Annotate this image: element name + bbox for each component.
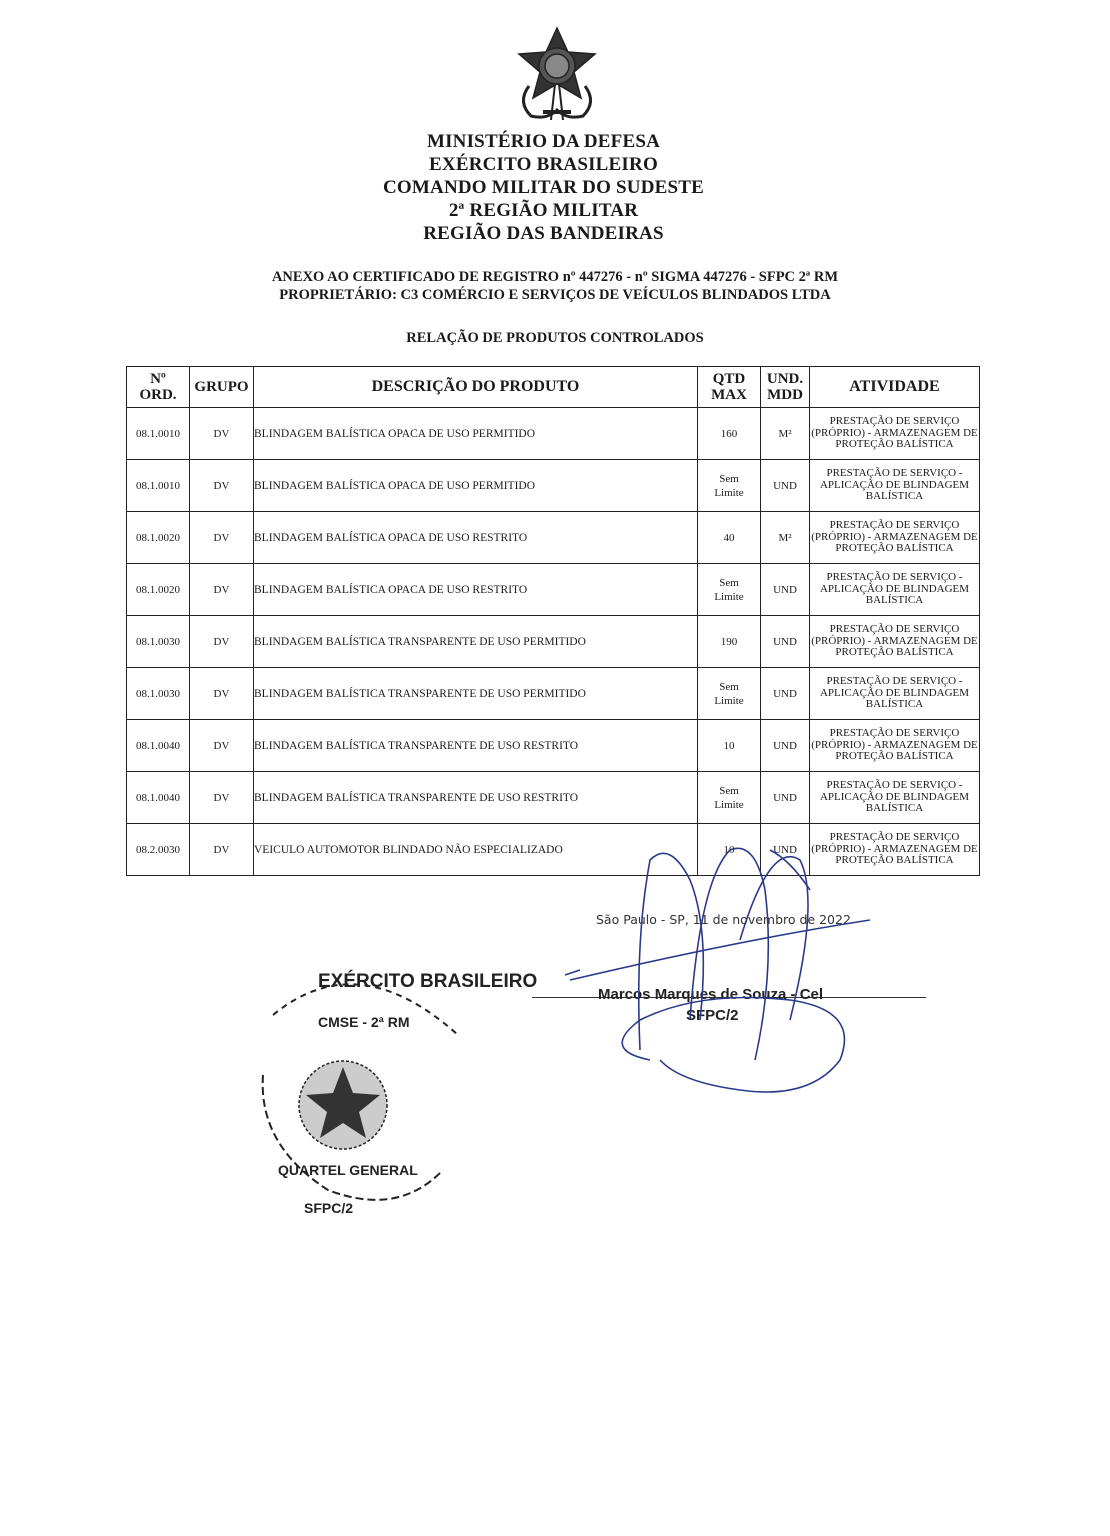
header-line-army: EXÉRCITO BRASILEIRO xyxy=(429,154,658,175)
header-ord: Nº ORD. xyxy=(127,367,190,408)
cell-und: UND xyxy=(761,720,810,772)
relation-title: RELAÇÃO DE PRODUTOS CONTROLADOS xyxy=(406,330,704,346)
cell-ord: 08.2.0030 xyxy=(127,824,190,876)
cell-grupo: DV xyxy=(190,460,254,512)
cell-und: UND xyxy=(761,616,810,668)
cell-ord: 08.1.0030 xyxy=(127,616,190,668)
header-line-region: 2ª REGIÃO MILITAR xyxy=(448,200,639,221)
cell-qtd: Sem Limite xyxy=(698,772,761,824)
cell-und: UND xyxy=(761,772,810,824)
cell-descricao: BLINDAGEM BALÍSTICA OPACA DE USO PERMITIDO xyxy=(254,460,698,512)
cell-descricao: BLINDAGEM BALÍSTICA TRANSPARENTE DE USO RESTRITO xyxy=(254,720,698,772)
cell-qtd: Sem Limite xyxy=(698,668,761,720)
table-row xyxy=(127,408,980,460)
table-row xyxy=(127,720,980,772)
table-row xyxy=(127,512,980,564)
cell-grupo: DV xyxy=(190,512,254,564)
cell-ord: 08.1.0020 xyxy=(127,512,190,564)
cell-atividade: PRESTAÇÃO DE SERVIÇO (PRÓPRIO) - ARMAZENAGEM DE PROTEÇÃO BALÍSTICA xyxy=(810,512,980,564)
cell-atividade: PRESTAÇÃO DE SERVIÇO - APLICAÇÃO DE BLINDAGEM BALÍSTICA xyxy=(810,772,980,824)
cell-und: M² xyxy=(761,408,810,460)
signer-unit: SFPC/2 xyxy=(686,1007,739,1024)
cell-ord: 08.1.0010 xyxy=(127,460,190,512)
stamp-text-mid: CMSE - 2ª RM xyxy=(318,1014,410,1030)
table-row xyxy=(127,564,980,616)
header-line-region-name: REGIÃO DAS BANDEIRAS xyxy=(423,223,664,244)
handwritten-signature xyxy=(540,820,960,1120)
official-stamp xyxy=(238,955,538,1220)
cell-und: M² xyxy=(761,512,810,564)
annex-block xyxy=(0,268,1110,304)
cell-ord: 08.1.0030 xyxy=(127,668,190,720)
cell-grupo: DV xyxy=(190,824,254,876)
signer-name: Marcos Marques de Souza - Cel xyxy=(598,986,824,1003)
cell-atividade: PRESTAÇÃO DE SERVIÇO (PRÓPRIO) - ARMAZENAGEM DE PROTEÇÃO BALÍSTICA xyxy=(810,824,980,876)
cell-atividade: PRESTAÇÃO DE SERVIÇO (PRÓPRIO) - ARMAZENAGEM DE PROTEÇÃO BALÍSTICA xyxy=(810,616,980,668)
cell-qtd: Sem Limite xyxy=(698,564,761,616)
cell-atividade: PRESTAÇÃO DE SERVIÇO - APLICAÇÃO DE BLINDAGEM BALÍSTICA xyxy=(810,460,980,512)
table-row xyxy=(127,616,980,668)
stamp-text-top: EXÉRCITO BRASILEIRO xyxy=(318,971,538,992)
cell-qtd: 10 xyxy=(698,720,761,772)
cell-atividade: PRESTAÇÃO DE SERVIÇO - APLICAÇÃO DE BLINDAGEM BALÍSTICA xyxy=(810,668,980,720)
cell-qtd: 160 xyxy=(698,408,761,460)
cell-qtd: Sem Limite xyxy=(698,460,761,512)
cell-ord: 08.1.0020 xyxy=(127,564,190,616)
cell-qtd: 40 xyxy=(698,512,761,564)
cell-atividade: PRESTAÇÃO DE SERVIÇO (PRÓPRIO) - ARMAZENAGEM DE PROTEÇÃO BALÍSTICA xyxy=(810,408,980,460)
cell-grupo: DV xyxy=(190,564,254,616)
coat-of-arms-emblem xyxy=(507,24,607,124)
cell-descricao: BLINDAGEM BALÍSTICA TRANSPARENTE DE USO PERMITIDO xyxy=(254,616,698,668)
cell-descricao: BLINDAGEM BALÍSTICA OPACA DE USO PERMITIDO xyxy=(254,408,698,460)
cell-grupo: DV xyxy=(190,408,254,460)
table-row xyxy=(127,772,980,824)
stamp-text-bottom: QUARTEL GENERAL xyxy=(278,1162,418,1178)
institution-header xyxy=(0,130,1087,245)
cell-ord: 08.1.0040 xyxy=(127,720,190,772)
cell-und: UND xyxy=(761,824,810,876)
cell-ord: 08.1.0040 xyxy=(127,772,190,824)
cell-descricao: BLINDAGEM BALÍSTICA TRANSPARENTE DE USO PERMITIDO xyxy=(254,668,698,720)
cell-qtd: 190 xyxy=(698,616,761,668)
cell-descricao: BLINDAGEM BALÍSTICA OPACA DE USO RESTRITO xyxy=(254,564,698,616)
header-und: UND. MDD xyxy=(761,367,810,408)
cell-grupo: DV xyxy=(190,616,254,668)
stamp-text-unit: SFPC/2 xyxy=(304,1200,354,1216)
header-grupo: GRUPO xyxy=(190,367,254,408)
cell-und: UND xyxy=(761,460,810,512)
table-header-row xyxy=(127,367,980,408)
cell-descricao: BLINDAGEM BALÍSTICA OPACA DE USO RESTRITO xyxy=(254,512,698,564)
header-descricao: DESCRIÇÃO DO PRODUTO xyxy=(254,367,698,408)
table-row xyxy=(127,668,980,720)
header-line-ministry: MINISTÉRIO DA DEFESA xyxy=(426,131,661,152)
table-row xyxy=(127,460,980,512)
cell-grupo: DV xyxy=(190,772,254,824)
cell-und: UND xyxy=(761,668,810,720)
cell-qtd: 10 xyxy=(698,824,761,876)
header-atividade: ATIVIDADE xyxy=(810,367,980,408)
cell-grupo: DV xyxy=(190,720,254,772)
cell-und: UND xyxy=(761,564,810,616)
cell-ord: 08.1.0010 xyxy=(127,408,190,460)
header-line-command: COMANDO MILITAR DO SUDESTE xyxy=(382,177,705,198)
cell-atividade: PRESTAÇÃO DE SERVIÇO (PRÓPRIO) - ARMAZENAGEM DE PROTEÇÃO BALÍSTICA xyxy=(810,720,980,772)
annex-certificate-line: ANEXO AO CERTIFICADO DE REGISTRO nº 447276 - nº SIGMA 447276 - SFPC 2ª RM xyxy=(271,269,839,285)
cell-grupo: DV xyxy=(190,668,254,720)
header-qtd: QTD MAX xyxy=(698,367,761,408)
controlled-products-table xyxy=(126,366,980,876)
city-date: São Paulo - SP, 11 de novembro de 2022 xyxy=(596,912,851,927)
cell-descricao: BLINDAGEM BALÍSTICA TRANSPARENTE DE USO RESTRITO xyxy=(254,772,698,824)
cell-atividade: PRESTAÇÃO DE SERVIÇO - APLICAÇÃO DE BLINDAGEM BALÍSTICA xyxy=(810,564,980,616)
annex-owner-line: PROPRIETÁRIO: C3 COMÉRCIO E SERVIÇOS DE VEÍCULOS BLINDADOS LTDA xyxy=(279,287,831,303)
cell-descricao: VEICULO AUTOMOTOR BLINDADO NÃO ESPECIALIZADO xyxy=(254,824,698,876)
